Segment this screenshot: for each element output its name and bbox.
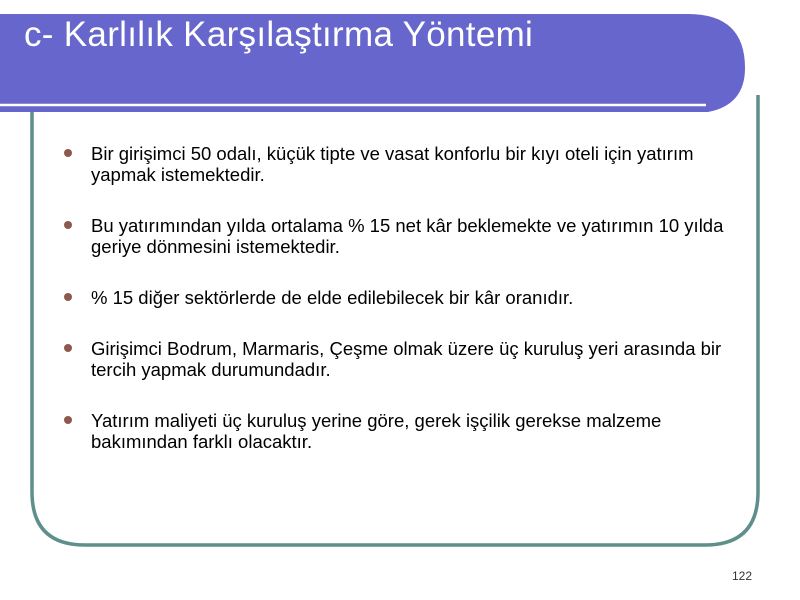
bullet-dot-icon bbox=[64, 344, 72, 352]
bullet-text: Bu yatırımından yılda ortalama % 15 net kâr beklemekte ve yatırımın 10 yılda geriye dönmesini istemektedir. bbox=[91, 215, 724, 257]
bullet-text: Bir girişimci 50 odalı, küçük tipte ve vasat konforlu bir kıyı oteli için yatırım yapmak istemektedir. bbox=[91, 143, 694, 185]
page-number: 122 bbox=[731, 569, 752, 583]
bullet-text: % 15 diğer sektörlerde de elde edilebilecek bir kâr oranıdır. bbox=[91, 287, 574, 308]
bullet-item bbox=[60, 143, 750, 185]
bullet-dot-icon bbox=[64, 416, 72, 424]
bullet-item bbox=[60, 287, 750, 308]
bullet-text: Girişimci Bodrum, Marmaris, Çeşme olmak üzere üç kuruluş yeri arasında bir tercih yapmak durumundadır. bbox=[91, 338, 722, 380]
bullet-dot-icon bbox=[64, 149, 72, 157]
bullet-item bbox=[60, 338, 750, 380]
slide-title: c- Karlılık Karşılaştırma Yöntemi bbox=[24, 15, 534, 54]
bullet-dot-icon bbox=[64, 221, 72, 229]
bullet-item bbox=[60, 410, 750, 452]
bullet-list bbox=[60, 143, 750, 482]
bullet-text: Yatırım maliyeti üç kuruluş yerine göre, gerek işçilik gerekse malzeme bakımından farklı olacaktır. bbox=[91, 410, 662, 452]
bullet-item bbox=[60, 215, 750, 257]
bullet-dot-icon bbox=[64, 293, 72, 301]
